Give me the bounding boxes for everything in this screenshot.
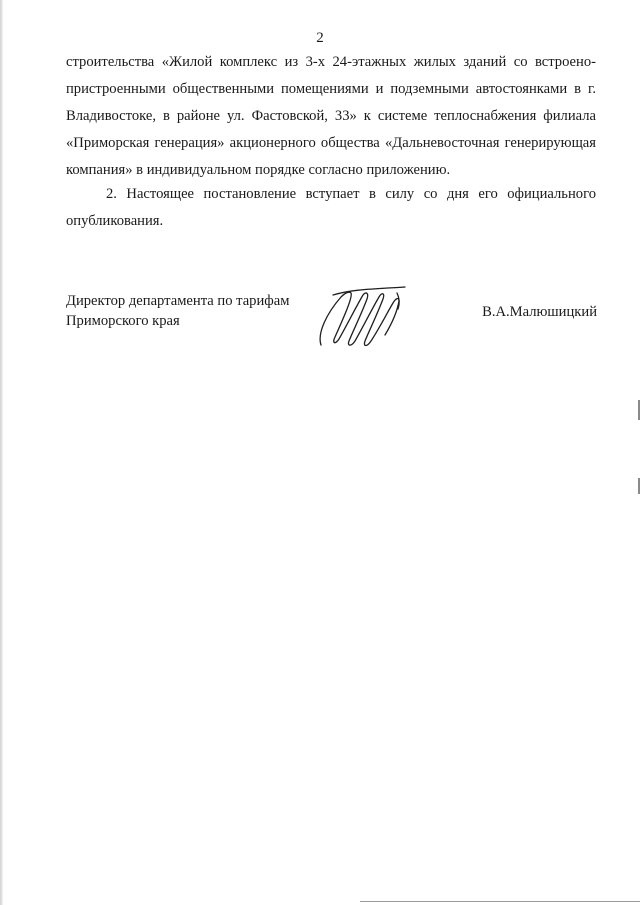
page-number: 2 <box>316 30 324 46</box>
scan-edge-left <box>0 0 3 905</box>
paragraph-1: строительства «Жилой комплекс из 3-х 24-этажных жилых зданий со встроено-пристроенными общественными помещениями и подземными автостоянками в г. Владивостоке, в районе ул. Фастовской, 33» к системе теплоснабжения филиала «Приморская генерация» акционерного общества «Дальневосточная генерирующая компания» в индивидуальном порядке согласно приложению. <box>66 54 596 178</box>
signatory-title <box>66 291 289 331</box>
paragraph-2: 2. Настоящее постановление вступает в силу со дня его официального опубликования. <box>66 186 596 229</box>
signatory-title-line-2: Приморского края <box>66 313 180 329</box>
scan-edge-bottom <box>360 901 640 902</box>
signatory-name: В.А.Малюшицкий <box>482 304 597 320</box>
handwritten-signature <box>313 283 413 353</box>
signatory-title-line-1: Директор департамента по тарифам <box>66 293 290 309</box>
